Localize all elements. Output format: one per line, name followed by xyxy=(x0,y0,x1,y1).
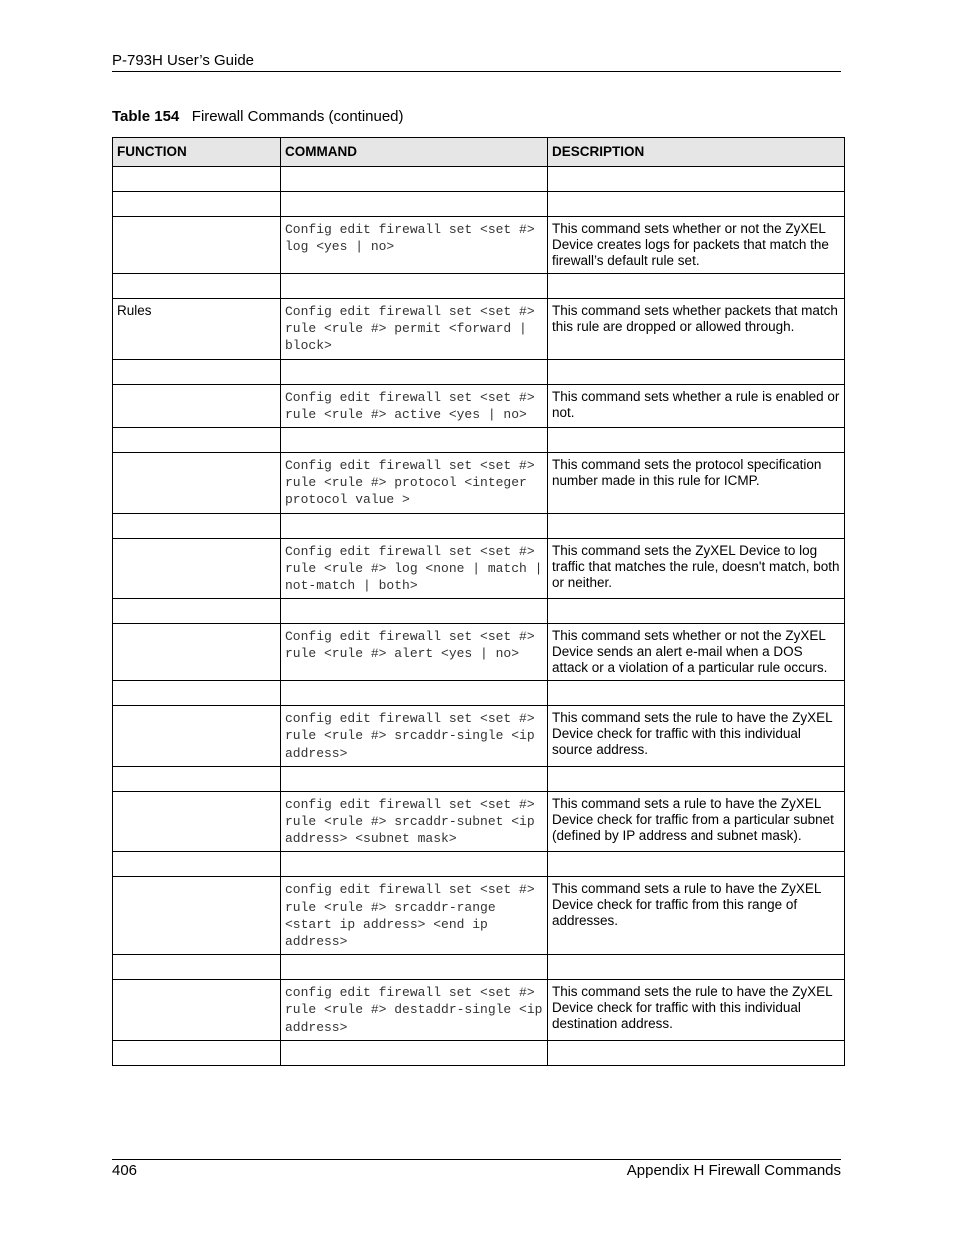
footer-page-number: 406 xyxy=(112,1162,138,1179)
header-rule xyxy=(112,71,841,72)
table-row xyxy=(113,299,845,360)
function-cell xyxy=(113,192,281,217)
description-cell xyxy=(548,513,845,538)
function-cell xyxy=(113,274,281,299)
function-cell xyxy=(113,1040,281,1065)
description-cell xyxy=(548,428,845,453)
description-cell xyxy=(548,1040,845,1065)
table-row xyxy=(113,852,845,877)
description-cell: This command sets whether or not the ZyXEL Device sends an alert e-mail when a DOS attack or a violation of a particular rule occurs. xyxy=(548,624,845,681)
command-cell: Config edit firewall set <set #> rule <rule #> permit <forward | block> xyxy=(281,299,548,360)
description-cell: This command sets whether a rule is enabled or not. xyxy=(548,384,845,427)
table-row xyxy=(113,766,845,791)
table-row xyxy=(113,384,845,427)
table-row xyxy=(113,428,845,453)
table-row xyxy=(113,980,845,1041)
command-cell: Config edit firewall set <set #> log <yes | no> xyxy=(281,217,548,274)
description-cell xyxy=(548,681,845,706)
description-cell: This command sets the rule to have the ZyXEL Device check for traffic with this individual source address. xyxy=(548,706,845,767)
command-cell xyxy=(281,192,548,217)
function-cell xyxy=(113,706,281,767)
function-cell xyxy=(113,980,281,1041)
table-caption-text: Firewall Commands (continued) xyxy=(191,108,404,125)
command-cell: Config edit firewall set <set #> rule <rule #> alert <yes | no> xyxy=(281,624,548,681)
table-row xyxy=(113,192,845,217)
function-cell xyxy=(113,453,281,514)
footer-section-title: Appendix H Firewall Commands xyxy=(626,1162,841,1179)
table-row xyxy=(113,624,845,681)
command-cell: Config edit firewall set <set #> rule <rule #> active <yes | no> xyxy=(281,384,548,427)
table-row xyxy=(113,599,845,624)
command-cell xyxy=(281,513,548,538)
table-row xyxy=(113,706,845,767)
table-header-row xyxy=(113,138,845,167)
command-cell: config edit firewall set <set #> rule <rule #> destaddr-single <ip address> xyxy=(281,980,548,1041)
function-cell xyxy=(113,217,281,274)
command-cell: config edit firewall set <set #> rule <rule #> srcaddr-subnet <ip address> <subnet mask> xyxy=(281,791,548,852)
command-cell xyxy=(281,766,548,791)
description-cell: This command sets whether or not the ZyXEL Device creates logs for packets that match the firewall’s default rule set. xyxy=(548,217,845,274)
function-cell xyxy=(113,538,281,599)
table-caption xyxy=(112,108,404,125)
table-row xyxy=(113,791,845,852)
command-cell xyxy=(281,359,548,384)
table-caption-label: Table 154 xyxy=(112,108,180,125)
description-cell: This command sets the protocol specification number made in this rule for ICMP. xyxy=(548,453,845,514)
description-cell xyxy=(548,167,845,192)
function-cell xyxy=(113,428,281,453)
function-cell xyxy=(113,791,281,852)
firewall-commands-table xyxy=(112,137,845,1066)
description-cell xyxy=(548,599,845,624)
table-row xyxy=(113,217,845,274)
command-cell: config edit firewall set <set #> rule <rule #> srcaddr-single <ip address> xyxy=(281,706,548,767)
description-cell: This command sets the rule to have the ZyXEL Device check for traffic with this individual destination address. xyxy=(548,980,845,1041)
command-cell xyxy=(281,681,548,706)
command-cell: Config edit firewall set <set #> rule <rule #> log <none | match | not-match | both> xyxy=(281,538,548,599)
table-row xyxy=(113,453,845,514)
command-cell xyxy=(281,852,548,877)
table-body xyxy=(113,167,845,1066)
function-cell xyxy=(113,167,281,192)
function-cell xyxy=(113,955,281,980)
command-cell xyxy=(281,274,548,299)
function-cell xyxy=(113,681,281,706)
page-header-title: P-793H User’s Guide xyxy=(112,52,255,69)
column-header-command: COMMAND xyxy=(281,138,548,167)
description-cell: This command sets whether packets that match this rule are dropped or allowed through. xyxy=(548,299,845,360)
description-cell xyxy=(548,766,845,791)
function-cell xyxy=(113,624,281,681)
command-cell: config edit firewall set <set #> rule <rule #> srcaddr-range <start ip address> <end ip address> xyxy=(281,877,548,955)
table-row xyxy=(113,1040,845,1065)
footer-rule xyxy=(112,1159,841,1160)
command-cell xyxy=(281,599,548,624)
command-cell xyxy=(281,167,548,192)
table-row xyxy=(113,877,845,955)
description-cell xyxy=(548,192,845,217)
command-cell xyxy=(281,428,548,453)
table-row xyxy=(113,359,845,384)
table-row xyxy=(113,681,845,706)
description-cell: This command sets the ZyXEL Device to log traffic that matches the rule, doesn't match, both or neither. xyxy=(548,538,845,599)
table-row xyxy=(113,538,845,599)
description-cell xyxy=(548,955,845,980)
table-row xyxy=(113,955,845,980)
function-cell xyxy=(113,384,281,427)
command-cell: Config edit firewall set <set #> rule <rule #> protocol <integer protocol value > xyxy=(281,453,548,514)
function-cell xyxy=(113,359,281,384)
description-cell xyxy=(548,359,845,384)
description-cell: This command sets a rule to have the ZyXEL Device check for traffic from this range of addresses. xyxy=(548,877,845,955)
command-cell xyxy=(281,1040,548,1065)
column-header-function: FUNCTION xyxy=(113,138,281,167)
description-cell xyxy=(548,274,845,299)
table-row xyxy=(113,513,845,538)
function-cell: Rules xyxy=(113,299,281,360)
table-row xyxy=(113,167,845,192)
description-cell xyxy=(548,852,845,877)
function-cell xyxy=(113,513,281,538)
function-cell xyxy=(113,766,281,791)
column-header-description: DESCRIPTION xyxy=(548,138,845,167)
command-cell xyxy=(281,955,548,980)
function-cell xyxy=(113,877,281,955)
function-cell xyxy=(113,852,281,877)
table-row xyxy=(113,274,845,299)
description-cell: This command sets a rule to have the ZyXEL Device check for traffic from a particular subnet (defined by IP address and subnet mask). xyxy=(548,791,845,852)
function-cell xyxy=(113,599,281,624)
